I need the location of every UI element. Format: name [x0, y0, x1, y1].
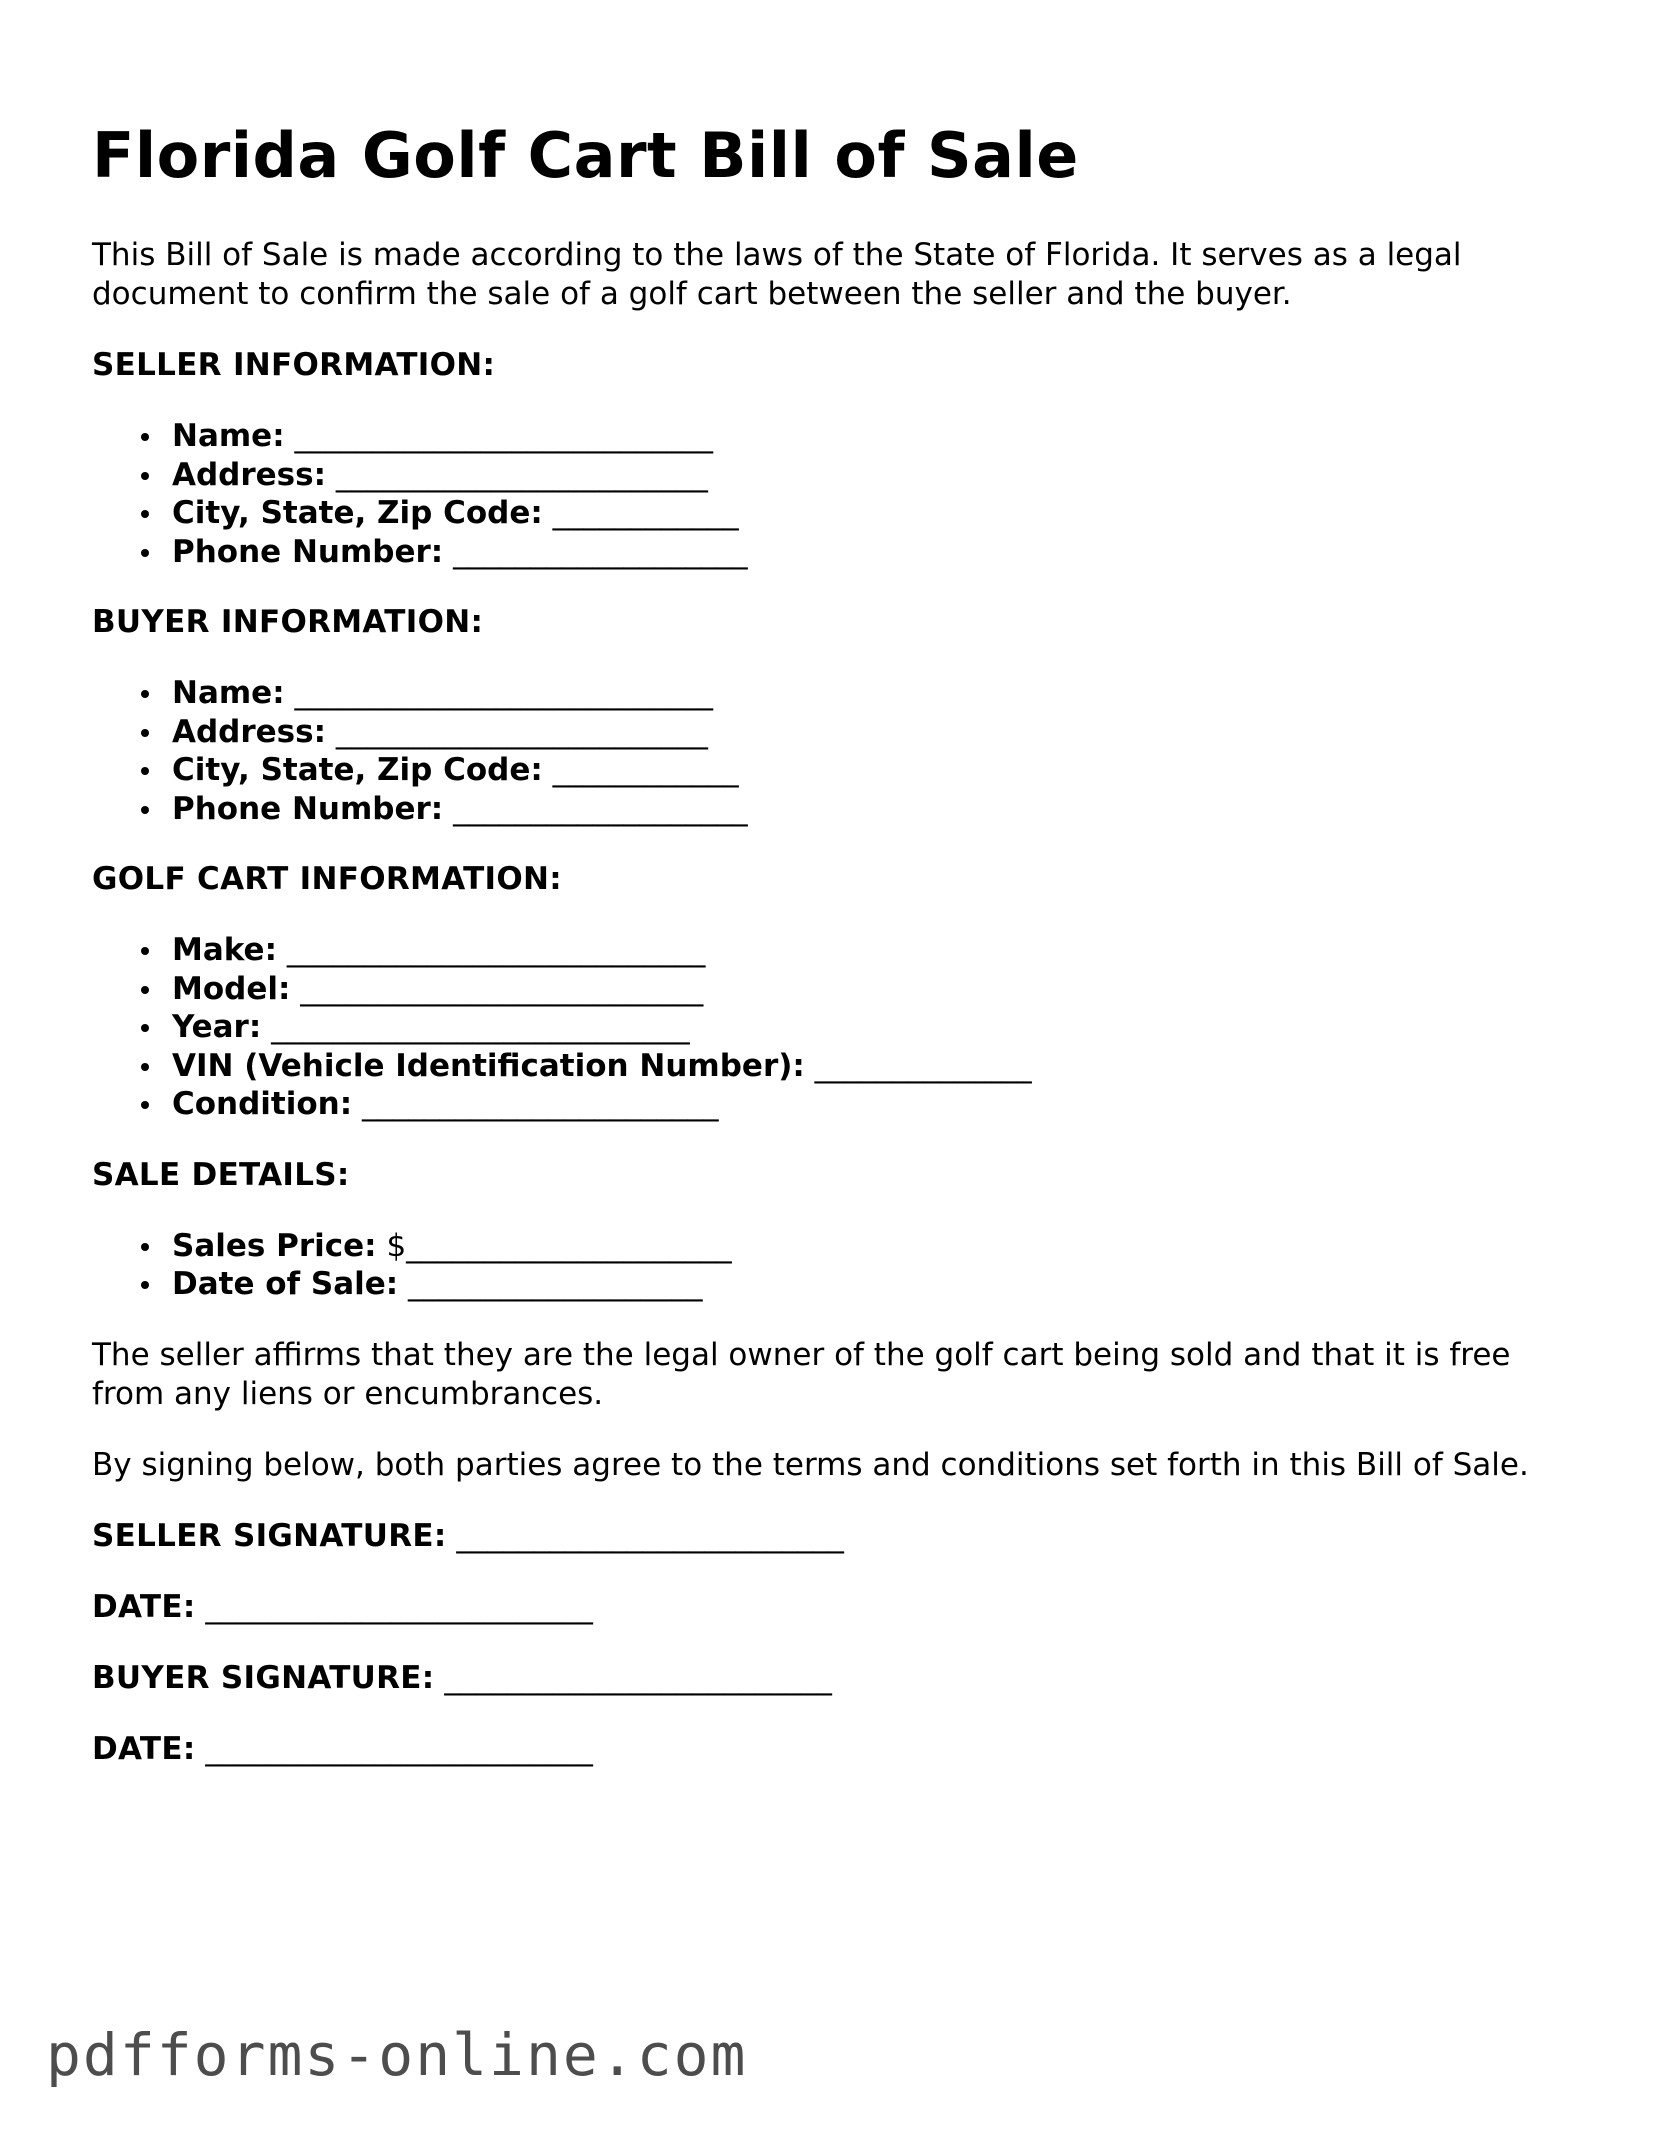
field-blank[interactable]: ____________ [552, 752, 739, 788]
buyer-signature-blank[interactable]: _________________________ [444, 1659, 832, 1696]
seller-phone-field[interactable] [172, 533, 1572, 572]
field-label: Sales Price: [172, 1227, 377, 1264]
golf-cart-info-list [92, 931, 1572, 1124]
agreement-statement: By signing below, both parties agree to the terms and conditions set forth in this Bill of Sale. [92, 1446, 1529, 1483]
field-blank[interactable]: ______________ [814, 1047, 1032, 1084]
cart-model-field[interactable] [172, 970, 1572, 1009]
sale-details-heading: SALE DETAILS: [92, 1156, 350, 1193]
field-label: Name: [172, 675, 285, 711]
seller-address-field[interactable] [172, 456, 1572, 495]
field-label: Model: [172, 970, 291, 1007]
field-blank[interactable]: ___________________ [453, 533, 748, 570]
buyer-date-label: DATE: [92, 1730, 196, 1767]
field-blank[interactable]: ________________________ [335, 713, 708, 750]
field-blank[interactable]: ___________________________ [294, 418, 713, 454]
cart-year-field[interactable] [172, 1008, 1572, 1047]
cart-make-field[interactable] [172, 931, 1572, 970]
sale-details-list [92, 1227, 1572, 1304]
field-blank[interactable]: $_____________________ [386, 1227, 732, 1264]
buyer-signature-label: BUYER SIGNATURE: [92, 1659, 435, 1696]
cart-vin-field[interactable] [172, 1047, 1572, 1086]
field-label: Year: [172, 1009, 262, 1045]
seller-city-state-zip-field[interactable] [172, 494, 1572, 533]
field-label: Phone Number: [172, 790, 444, 827]
intro-paragraph: This Bill of Sale is made according to the laws of the State of Florida. It serves as a legal document to confirm the sale of a golf cart between the seller and the buyer. [92, 237, 1462, 312]
field-label: City, State, Zip Code: [172, 495, 543, 531]
cart-condition-field[interactable] [172, 1085, 1572, 1124]
field-label: Phone Number: [172, 533, 444, 570]
seller-date-blank[interactable]: _________________________ [205, 1588, 593, 1625]
field-label: Address: [172, 456, 326, 493]
seller-info-list [92, 417, 1572, 571]
field-blank[interactable]: ____________ [552, 495, 739, 531]
buyer-name-field[interactable] [172, 674, 1572, 713]
buyer-city-state-zip-field[interactable] [172, 751, 1572, 790]
field-blank[interactable]: ___________________ [408, 1266, 703, 1302]
seller-signature-line[interactable] [92, 1517, 1572, 1556]
field-label: VIN (Vehicle Identification Number): [172, 1047, 805, 1084]
buyer-phone-field[interactable] [172, 790, 1572, 829]
seller-date-label: DATE: [92, 1588, 196, 1625]
date-of-sale-field[interactable] [172, 1265, 1572, 1304]
buyer-date-blank[interactable]: _________________________ [205, 1730, 593, 1767]
field-blank[interactable]: __________________________ [300, 970, 704, 1007]
field-label: Name: [172, 418, 285, 454]
field-blank[interactable]: ___________________ [453, 790, 748, 827]
field-label: Date of Sale: [172, 1266, 399, 1302]
seller-date-line[interactable] [92, 1588, 1572, 1627]
buyer-info-list [92, 674, 1572, 828]
buyer-signature-line[interactable] [92, 1659, 1572, 1698]
field-label: Make: [172, 932, 277, 968]
field-blank[interactable]: ___________________________ [286, 932, 706, 968]
seller-name-field[interactable] [172, 417, 1572, 456]
seller-signature-blank[interactable]: _________________________ [456, 1517, 844, 1554]
field-blank[interactable]: _______________________ [362, 1086, 719, 1122]
field-label: City, State, Zip Code: [172, 752, 543, 788]
field-label: Condition: [172, 1086, 353, 1122]
field-label: Address: [172, 713, 326, 750]
seller-info-heading: SELLER INFORMATION: [92, 347, 496, 383]
buyer-address-field[interactable] [172, 713, 1572, 752]
bill-of-sale-document [92, 118, 1572, 1769]
golf-cart-info-heading: GOLF CART INFORMATION: [92, 861, 562, 897]
site-watermark: pdfforms-online.com [46, 2021, 748, 2089]
seller-signature-label: SELLER SIGNATURE: [92, 1517, 447, 1554]
buyer-date-line[interactable] [92, 1730, 1572, 1769]
buyer-info-heading: BUYER INFORMATION: [92, 604, 484, 640]
field-blank[interactable]: ___________________________ [294, 675, 713, 711]
field-blank[interactable]: ___________________________ [271, 1009, 690, 1045]
ownership-affirmation: The seller affirms that they are the legal owner of the golf cart being sold and that it is free from any liens or encumbrances. [92, 1336, 1511, 1412]
document-title: Florida Golf Cart Bill of Sale [92, 119, 1079, 192]
sales-price-field[interactable] [172, 1227, 1572, 1266]
field-blank[interactable]: ________________________ [335, 456, 708, 493]
